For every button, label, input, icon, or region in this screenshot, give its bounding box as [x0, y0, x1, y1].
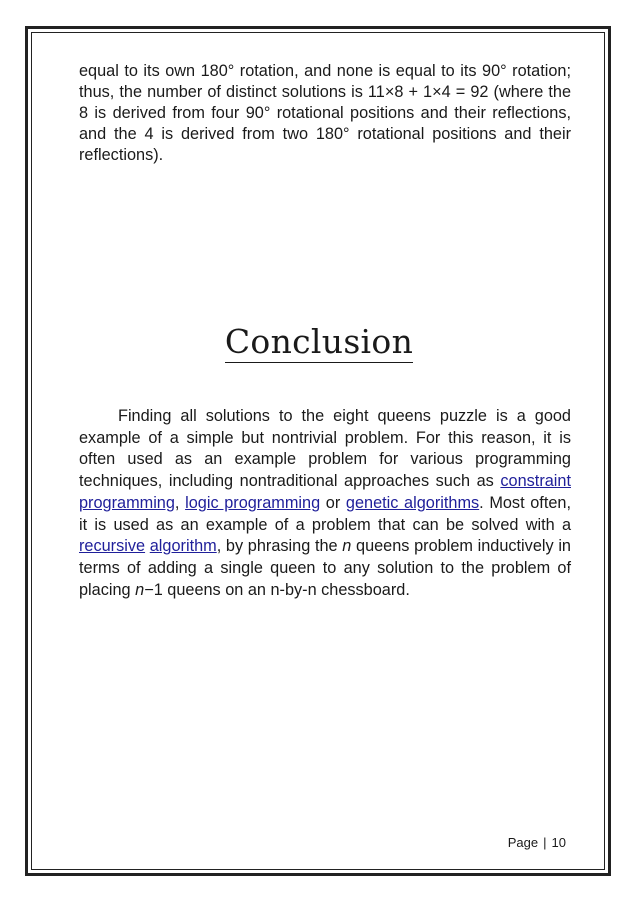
conclusion-text-6: , by phrasing the [216, 537, 343, 556]
link-logic-programming[interactable]: logic programming [185, 493, 321, 512]
page-label: Page [507, 835, 539, 850]
conclusion-text-2: , [174, 493, 186, 512]
continued-paragraph: equal to its own 180° rotation, and none is equal to its 90° rotation; thus, the number of distinct solutions is 11×8 + 1×4 = 92 (where the 8 is derived from four 90° rotational positions and their reflections, and the 4 is derived from two 180° rotational positions and their reflections). [79, 62, 571, 164]
link-genetic-algorithms[interactable]: genetic algorithms [345, 493, 480, 512]
italic-n-2: n [135, 580, 145, 599]
conclusion-text-1: Finding all solutions to the eight queens puzzle is a good example of a simple but nontrivial problem. For this reason, it is often used as an example problem for various programming techniques, including nontraditional approaches such as [79, 407, 571, 491]
heading-text: Conclusion [224, 322, 414, 361]
conclusion-paragraph [79, 406, 571, 601]
page-separator: | [543, 835, 547, 850]
conclusion-text-8: −1 queens on an n-by-n chessboard. [144, 580, 410, 599]
link-algorithm[interactable]: algorithm [149, 537, 217, 556]
page-number: 10 [551, 835, 566, 850]
section-heading [0, 318, 638, 366]
italic-n-1: n [342, 537, 352, 556]
conclusion-text-3: or [320, 493, 346, 512]
link-constraint-programming[interactable]: constraint programming [79, 472, 571, 512]
conclusion-text-7: queens problem inductively in terms of adding a single queen to any solution to the problem of placing [79, 537, 571, 599]
page-number-footer [508, 835, 566, 851]
link-recursive[interactable]: recursive [79, 537, 146, 556]
conclusion-text-4: . Most often, it is used as an example of a problem that can be solved with a [79, 493, 571, 534]
